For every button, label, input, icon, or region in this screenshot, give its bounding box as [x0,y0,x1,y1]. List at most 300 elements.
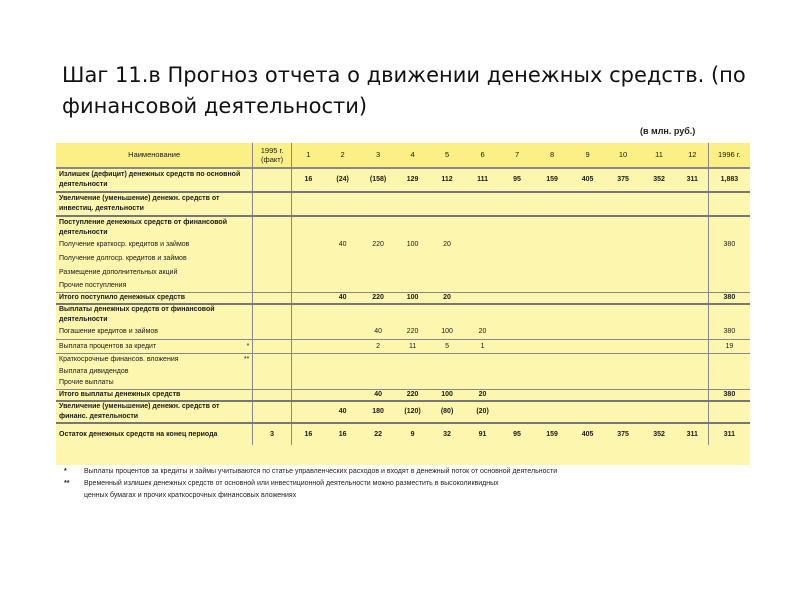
table-cell [396,266,429,280]
table-cell: 100 [396,292,429,304]
table-cell [500,216,533,238]
table-cell [396,354,429,366]
row-label: Выплата дивидендов [59,367,129,375]
header-cell: 8 [534,143,571,168]
table-cell [708,280,750,292]
table-cell [396,304,429,326]
table-cell: 375 [605,168,642,192]
cash-flow-table [56,143,750,445]
table-cell [641,378,677,390]
table-cell [570,266,604,280]
table-cell [570,366,604,378]
table-cell [396,192,429,216]
table-cell [534,354,571,366]
row-label-cell [56,280,253,292]
table-row [56,366,750,378]
table-cell [534,366,571,378]
table-cell [605,366,642,378]
table-cell [570,390,604,402]
table-cell [534,304,571,326]
table-cell: 16 [338,430,347,438]
row-label-cell [56,252,253,266]
table-cell: 159 [534,168,571,192]
table-cell [291,292,324,304]
header-cell: 1 [291,143,324,168]
table-cell [291,366,324,378]
table-cell [677,340,708,354]
table-cell [708,354,750,366]
table-cell [291,252,324,266]
table-cell [465,216,501,238]
table-cell [500,390,533,402]
table-cell [677,216,708,238]
row-label: Остаток денежных средств на конец периода [59,430,218,438]
table-cell [534,192,571,216]
table-cell: (120) [396,401,429,423]
table-cell [534,326,571,340]
table-cell [465,266,501,280]
table-cell [253,292,292,304]
table-cell: 2 [360,340,396,354]
table-cell [291,280,324,292]
table-cell [291,192,324,216]
table-cell [641,292,677,304]
row-label: Выплаты денежных средств от финансовой деятельности [59,306,215,323]
table-cell [500,340,533,354]
header-cell: 2 [325,143,361,168]
table-cell [641,401,677,423]
table-cell [605,304,642,326]
table-cell [253,304,292,326]
table-cell [500,292,533,304]
table-row [56,401,750,423]
table-cell [325,366,361,378]
table-row [56,378,750,390]
table-cell: 95 [513,430,521,438]
table-cell [360,266,396,280]
table-cell [570,340,604,354]
table-row [56,280,750,292]
row-label: Прочие поступления [59,281,127,289]
table-row [56,304,750,326]
header-cell: 7 [500,143,533,168]
table-cell [429,280,465,292]
table-cell: (24) [325,168,361,192]
table-cell [534,292,571,304]
row-label-cell [56,192,253,216]
table-cell [677,266,708,280]
header-cell: 5 [429,143,465,168]
table-cell: (80) [429,401,465,423]
table-row [56,326,750,340]
table-cell: 3 [253,423,292,445]
row-label: Увеличение (уменьшение) денежн. средств от финанс. деятельности [59,403,220,420]
table-cell [465,192,501,216]
table-cell [360,366,396,378]
table-row [56,292,750,304]
table-cell [708,266,750,280]
row-label: Получение краткоср. кредитов и займов [59,241,190,248]
table-cell [605,252,642,266]
table-cell [396,216,429,238]
table-cell [708,401,750,423]
table-cell [534,340,571,354]
row-label-cell [56,238,253,252]
table-cell [429,354,465,366]
table-row [56,340,750,354]
table-cell: 405 [581,430,594,438]
table-cell [641,326,677,340]
table-cell [708,252,750,266]
row-label: Итого поступило денежных средств [59,293,186,301]
table-cell: 11 [396,340,429,354]
table-cell [605,378,642,390]
table-cell [360,378,396,390]
table-cell [325,266,361,280]
table-cell [641,252,677,266]
table-cell [325,280,361,292]
table-cell [500,280,533,292]
table-cell [605,266,642,280]
table-cell [708,366,750,378]
table-cell [500,366,533,378]
table-cell: 16 [291,168,324,192]
table-cell [429,266,465,280]
table-cell [500,354,533,366]
row-label-cell [56,390,253,402]
table-cell [677,366,708,378]
table-cell: 100 [441,328,453,336]
table-cell: 40 [360,390,396,402]
table-cell: 220 [372,241,384,248]
row-label: Итого выплаты денежных средств [59,391,181,398]
table-cell [360,354,396,366]
table-cell [429,304,465,326]
table-cell: 352 [641,168,677,192]
table-cell [570,216,604,238]
table-cell: 220 [406,328,419,336]
table-cell [325,390,361,402]
footnote-text: Выплаты процентов за кредиты и займы учитываются по статье управленческих расходов и входят в денежный поток от основной деятельности [84,468,558,475]
table-cell: 129 [396,168,429,192]
table-cell [534,266,571,280]
table-cell [325,304,361,326]
table-cell [534,401,571,423]
table-cell [325,378,361,390]
table-cell: 220 [396,390,429,402]
table-cell [641,192,677,216]
table-cell [641,266,677,280]
table-row [56,216,750,238]
table-cell [677,252,708,266]
table-cell: 100 [429,390,465,402]
table-cell [708,378,750,390]
table-cell [708,216,750,238]
table-cell [500,401,533,423]
row-label: Излишек (дефицит) денежных средств по основной деятельности [59,171,241,188]
table-cell [534,252,571,266]
table-cell [605,216,642,238]
header-cell: 10 [605,143,642,168]
table-cell [641,216,677,238]
units-label: (в млн. руб.) [640,126,696,136]
table-cell [291,340,324,354]
table-cell [396,252,429,266]
table-cell: 380 [708,292,750,304]
table-cell [325,340,361,354]
table-cell: 380 [708,326,750,340]
table-cell: 5 [429,340,465,354]
table-cell [605,238,642,252]
table-cell: (158) [360,168,396,192]
table-cell [465,280,501,292]
table-cell [570,378,604,390]
table-cell [570,252,604,266]
table-cell [253,216,292,238]
table-cell [253,378,292,390]
table-cell [465,366,501,378]
table-cell [291,354,324,366]
table-cell: 40 [325,292,361,304]
table-cell [253,390,292,402]
table-cell: 91 [478,430,487,438]
row-label-cell [56,401,253,423]
table-cell [500,238,533,252]
table-cell: 375 [617,430,629,438]
row-label-cell [56,423,253,445]
table-cell [605,280,642,292]
table-cell [465,252,501,266]
row-label-cell [56,292,253,304]
table-cell [641,340,677,354]
table-cell [253,252,292,266]
table-cell [677,304,708,326]
table-cell [465,354,501,366]
table-cell: 32 [443,430,451,438]
header-cell: 6 [465,143,501,168]
row-label-cell [56,304,253,326]
table-row [56,390,750,402]
row-label: Краткосрочные финансов. вложения [59,355,179,363]
row-label-cell [56,366,253,378]
table-cell: 112 [429,168,465,192]
row-label-cell [56,354,253,366]
table-cell [605,192,642,216]
table-cell [360,216,396,238]
table-cell [500,252,533,266]
table-cell [253,354,292,366]
table-cell [325,354,361,366]
table-cell [500,326,533,340]
header-cell: 12 [677,143,708,168]
table-cell [360,280,396,292]
table-cell [677,378,708,390]
table-cell [605,401,642,423]
table-cell: 20 [429,292,465,304]
table-cell [641,366,677,378]
table-cell [641,390,677,402]
table-cell [534,280,571,292]
table-cell: 180 [360,401,396,423]
table-cell: 16 [304,430,313,438]
table-cell [325,192,361,216]
table-cell [291,238,324,252]
table-cell: 159 [546,430,558,438]
table-cell [291,216,324,238]
table-cell [325,326,361,340]
table-cell: 311 [677,168,708,192]
header-cell: 1995 г. (факт) [253,143,292,168]
table-cell [291,304,324,326]
table-cell [570,326,604,340]
table-cell [570,238,604,252]
table-cell: 20 [443,241,451,248]
table-cell [291,326,324,340]
table-cell [677,354,708,366]
table-cell [253,192,292,216]
row-label-cell [56,326,253,340]
table-cell [396,378,429,390]
row-label: Размещение дополнительных акций [59,269,178,276]
table-cell: 220 [360,292,396,304]
table-cell [534,216,571,238]
table-cell: 95 [500,168,533,192]
table-row [56,192,750,216]
header-cell: 4 [396,143,429,168]
table-cell [325,252,361,266]
table-cell [641,238,677,252]
table-cell [360,304,396,326]
header-cell: 3 [360,143,396,168]
footnotes [64,466,764,502]
table-cell: 311 [686,430,698,438]
table-cell [253,326,292,340]
table-row [56,252,750,266]
footnote [64,478,764,490]
footnote-mark: * [64,468,67,475]
table-cell: 19 [708,340,750,354]
table-cell [360,252,396,266]
table-cell [253,266,292,280]
table-body [56,168,750,445]
table-row [56,238,750,252]
slide-title: Шаг 11.в Прогноз отчета о движении денежных средств. (по финансовой деятельности) [62,63,746,118]
row-label-cell [56,378,253,390]
table-cell [677,401,708,423]
table-cell [253,401,292,423]
table-cell [570,354,604,366]
table-cell: 380 [708,238,750,252]
row-label-cell [56,266,253,280]
table-cell [291,378,324,390]
table-cell [500,266,533,280]
table-cell: 352 [653,430,665,438]
row-label-cell [56,340,253,354]
table-cell [500,304,533,326]
table-header-row [56,143,750,168]
table-cell [677,390,708,402]
table-cell [677,292,708,304]
table-cell [641,280,677,292]
table-cell [291,401,324,423]
table-cell [465,238,501,252]
table-cell [677,326,708,340]
footnote-ref: * [246,342,250,350]
row-label: Поступление денежных средств от финансовой деятельности [59,218,228,236]
header-cell: 11 [641,143,677,168]
table-cell [360,192,396,216]
table-cell [291,390,324,402]
table-cell [570,292,604,304]
table-cell [429,366,465,378]
table-cell: 111 [465,168,501,192]
table-cell [253,280,292,292]
table-cell [396,366,429,378]
footnote-ref: ** [243,355,250,363]
header-cell: Наименование [56,143,253,168]
table-cell [677,238,708,252]
row-label-cell [56,168,253,192]
row-label: Выплата процентов за кредит [59,342,157,350]
table-cell [708,192,750,216]
table-cell [677,280,708,292]
table-cell [500,378,533,390]
table-cell [465,292,501,304]
table-row [56,354,750,366]
header-cell: 9 [570,143,604,168]
row-label: Прочие выплаты [59,379,114,387]
footnote-continuation: ценных бумагах и прочих краткосрочных финансовых вложениях [84,492,297,499]
table-cell [429,216,465,238]
table-cell [253,168,292,192]
row-label: Получение долгоср. кредитов и займов [59,255,187,262]
table-cell [570,280,604,292]
table-cell: 100 [406,241,419,248]
table-cell [465,378,501,390]
footnote-mark: ** [64,480,70,487]
table-cell: 9 [410,430,415,438]
table-cell [465,304,501,326]
table-cell [605,340,642,354]
table-cell [605,390,642,402]
table-cell [291,266,324,280]
table-cell [605,326,642,340]
table-cell [429,378,465,390]
table-cell: 1,883 [708,168,750,192]
table-cell [534,378,571,390]
table-cell: 405 [570,168,604,192]
table-cell [570,304,604,326]
table-cell [429,252,465,266]
table-cell: 40 [374,328,382,336]
table-cell: 380 [708,390,750,402]
header-cell: 1996 г. [708,143,750,168]
table-cell [605,292,642,304]
table-cell [534,390,571,402]
table-cell [253,238,292,252]
table-cell [708,304,750,326]
table-cell: 22 [374,430,382,438]
table-row [56,168,750,192]
table-cell [500,192,533,216]
table-cell: 311 [708,423,750,445]
table-cell [641,354,677,366]
table-cell [253,366,292,378]
table-cell [570,401,604,423]
table-cell: (20) [465,401,501,423]
table-cell [396,280,429,292]
table-cell [429,192,465,216]
